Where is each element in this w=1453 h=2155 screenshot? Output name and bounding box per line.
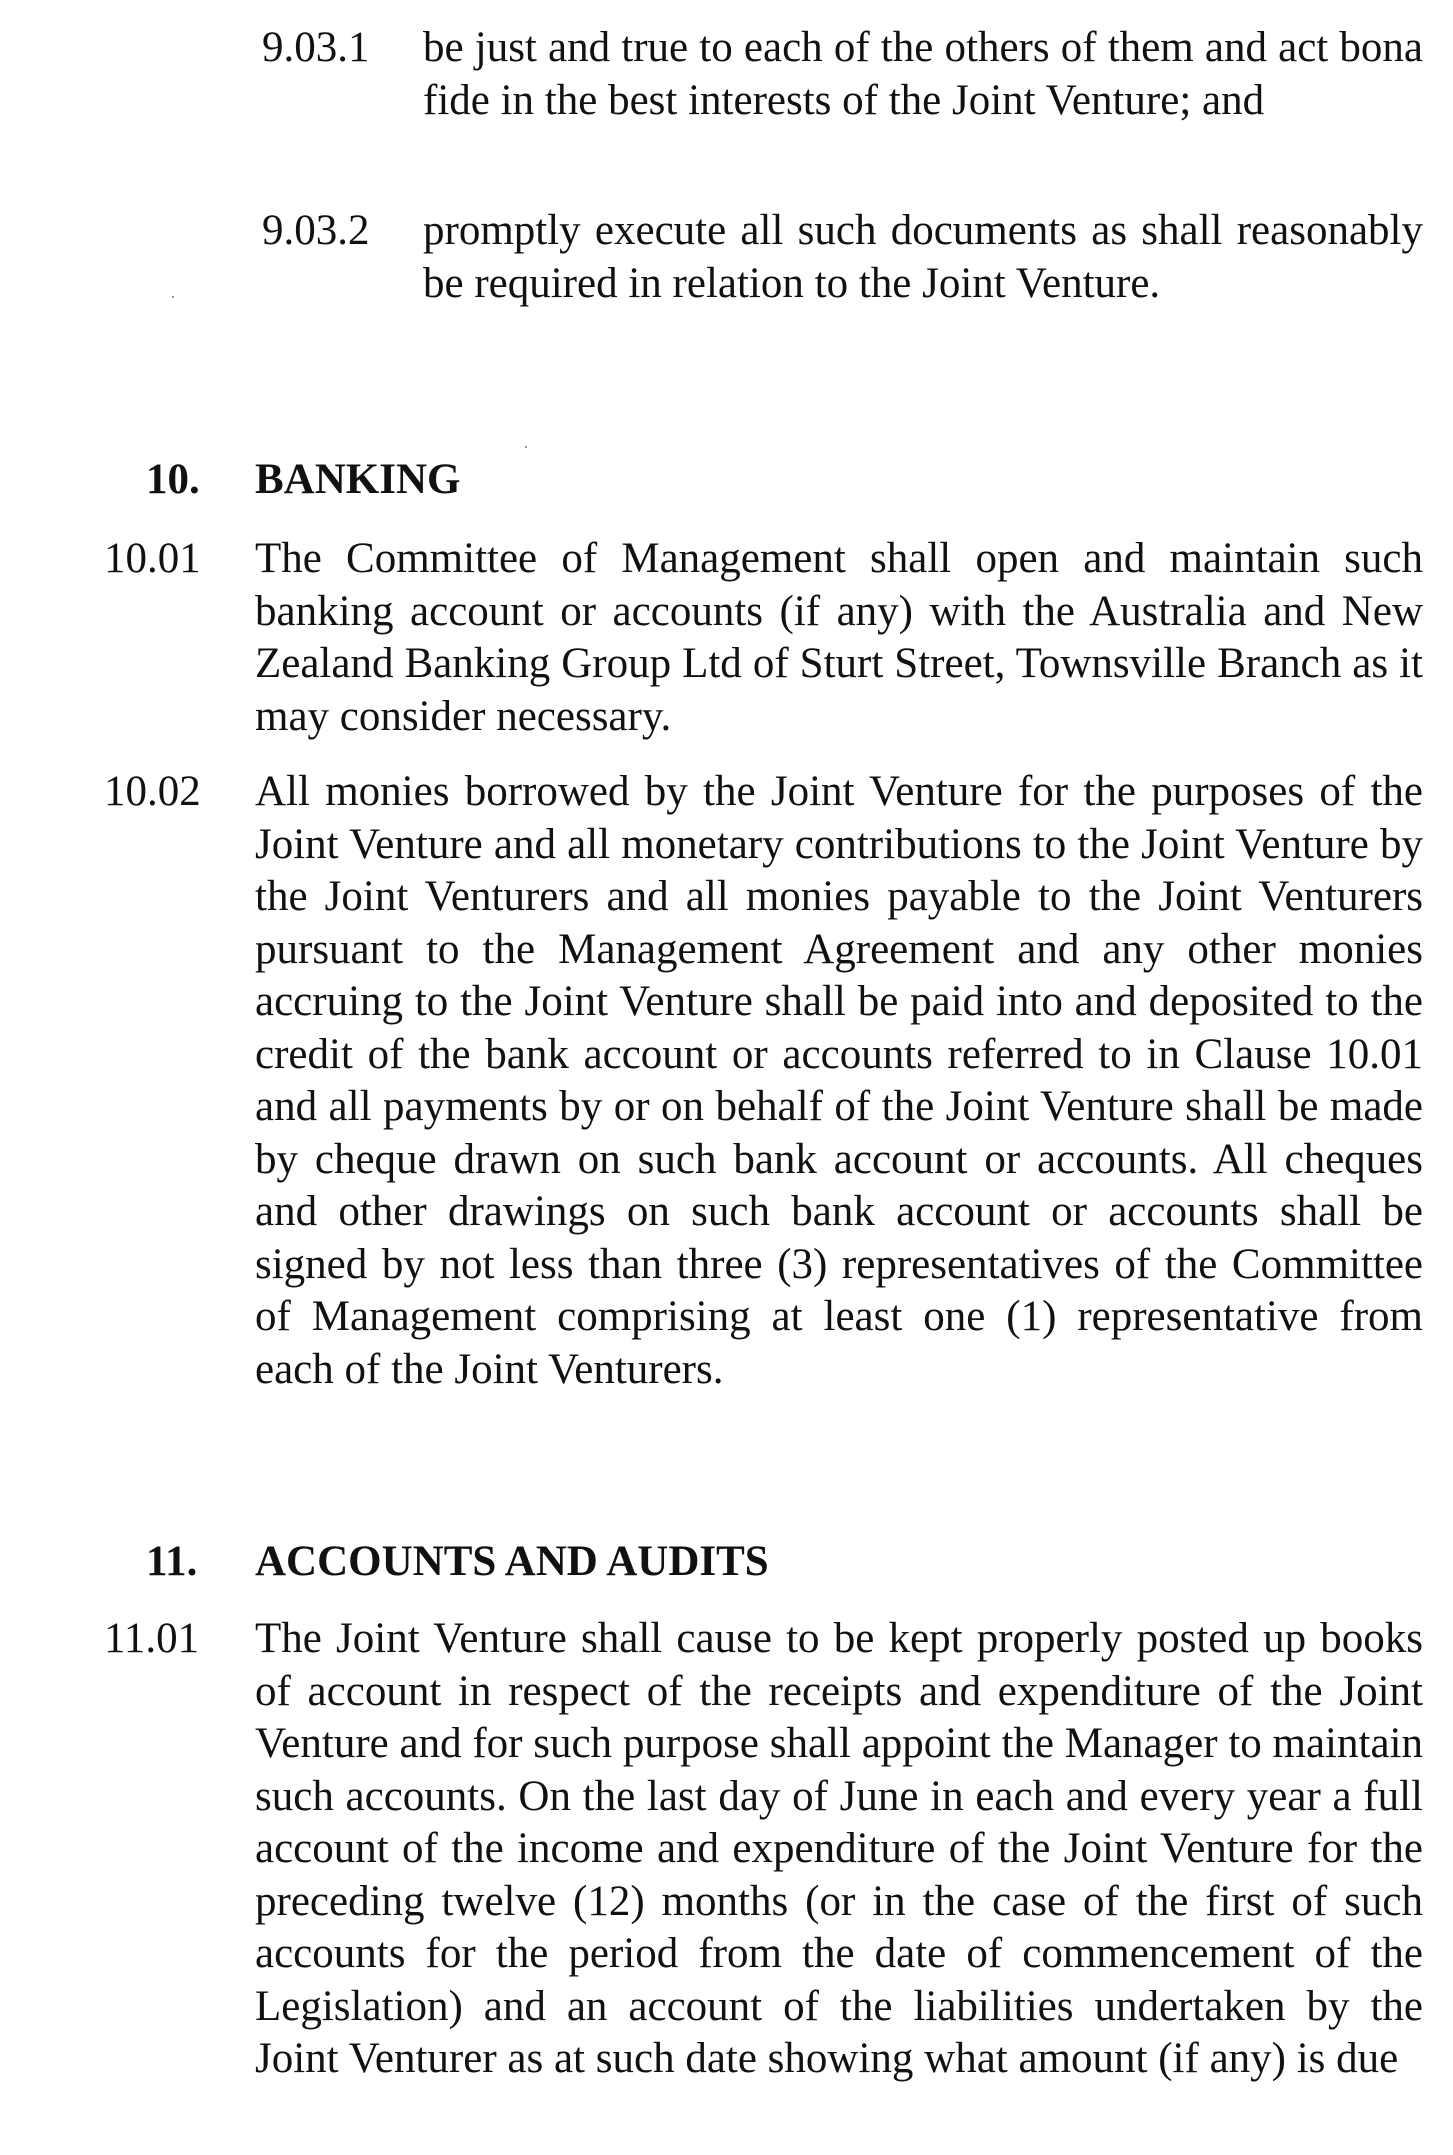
clause-number: 9.03.1 bbox=[262, 24, 370, 71]
clause-number: 11.01 bbox=[104, 1615, 200, 1662]
clause-number: 10.02 bbox=[104, 768, 201, 815]
clause-number: 9.03.2 bbox=[262, 207, 370, 254]
section-number: 11. bbox=[146, 1538, 198, 1585]
clause-text: be just and true to each of the others of them and act bona fide in the best interests of the Joint Venture; and bbox=[423, 24, 1423, 124]
scan-speck bbox=[172, 296, 174, 298]
clause-text: The Committee of Management shall open and maintain such banking account or accounts (if any) with the Australia and New Zealand Banking Group Ltd of Sturt Street, Townsville Branch as it may consider necessary. bbox=[255, 535, 1423, 740]
clause-text: All monies borrowed by the Joint Venture for the purposes of the Joint Venture and all monetary contributions to the Joint Venture by the Joint Venturers and all monies payable to the Joint Venturers pursuant to the Management Agreement and any other monies accruing to the Joint Venture shall be paid into and deposited to the credit of the bank account or accounts referred to in Clause 10.01 and all payments by or on behalf of the Joint Venture shall be made by cheque drawn on such bank account or accounts. All cheques and other drawings on such bank account or accounts shall be signed by not less than three (3) representatives of the Committee of Management comprising at least one (1) representative from each of the Joint Venturers. bbox=[255, 768, 1423, 1393]
section-heading: BANKING bbox=[255, 456, 461, 503]
clause-text: The Joint Venture shall cause to be kept properly posted up books of account in respect of the receipts and expenditure of the Joint Venture and for such purpose shall appoint the Manager to maintain such accounts. On the last day of June in each and every year a full account of the income and expenditure of the Joint Venture for the preceding twelve (12) months (or in the case of the first of such accounts for the period from the date of commencement of the Legislation) and an account of the liabilities undertaken by the Joint Venturer as at such date showing what amount (if any) is due bbox=[255, 1615, 1423, 2082]
clause-text: promptly execute all such documents as shall reasonably be required in relation to the Joint Venture. bbox=[423, 207, 1423, 307]
section-number: 10. bbox=[146, 456, 200, 503]
clause-number: 10.01 bbox=[104, 535, 201, 582]
section-heading: ACCOUNTS AND AUDITS bbox=[255, 1538, 769, 1585]
scan-speck bbox=[525, 446, 527, 448]
